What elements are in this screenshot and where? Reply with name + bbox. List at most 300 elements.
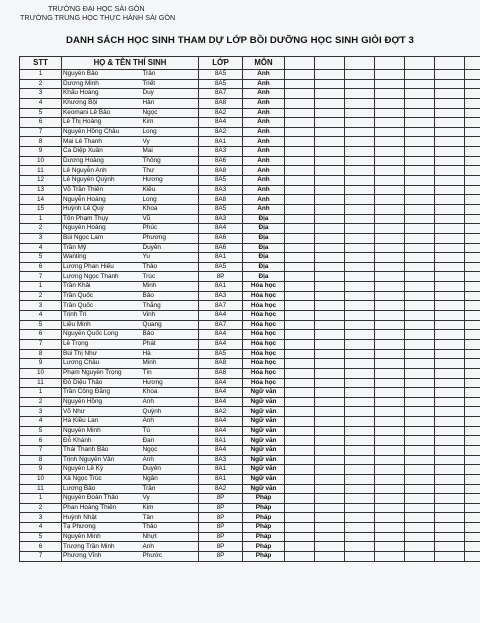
surname-cell: Võ Như bbox=[62, 407, 142, 417]
table-row bbox=[20, 513, 480, 523]
blank-cell bbox=[315, 455, 345, 465]
table-row bbox=[20, 484, 480, 494]
given-name-cell: Phương bbox=[142, 233, 199, 243]
subject-cell: Hóa học bbox=[243, 291, 285, 301]
subject-cell: Anh bbox=[243, 89, 285, 99]
stt-cell: 4 bbox=[20, 243, 62, 253]
blank-cell bbox=[465, 127, 480, 137]
blank-cell bbox=[285, 127, 315, 137]
class-cell: 8A4 bbox=[199, 388, 243, 398]
blank-cell bbox=[465, 79, 480, 89]
stt-cell: 10 bbox=[20, 156, 62, 166]
blank-cell bbox=[405, 368, 435, 378]
blank-cell bbox=[465, 455, 480, 465]
blank-cell bbox=[405, 291, 435, 301]
blank-cell bbox=[435, 445, 465, 455]
subject-cell: Anh bbox=[243, 147, 285, 157]
given-name-cell: Thảo bbox=[142, 262, 199, 272]
stt-cell: 8 bbox=[20, 349, 62, 359]
blank-cell bbox=[465, 426, 480, 436]
stt-cell: 11 bbox=[20, 484, 62, 494]
table-row bbox=[20, 118, 480, 128]
surname-cell: Nguyễn Hoàng bbox=[62, 195, 142, 205]
blank-cell bbox=[405, 523, 435, 533]
blank-cell bbox=[315, 89, 345, 99]
surname-cell: Trần Khải bbox=[62, 282, 142, 292]
table-row bbox=[20, 282, 480, 292]
class-cell: 8P bbox=[199, 494, 243, 504]
given-name-cell: Minh bbox=[142, 359, 199, 369]
blank-cell bbox=[465, 147, 480, 157]
blank-cell bbox=[315, 503, 345, 513]
blank-cell bbox=[465, 465, 480, 475]
surname-cell: Khương Bội bbox=[62, 98, 142, 108]
surname-cell: Tạ Phương bbox=[62, 523, 142, 533]
given-name-cell: Ngân bbox=[142, 474, 199, 484]
class-cell: 8A7 bbox=[199, 301, 243, 311]
class-cell: 8A5 bbox=[199, 349, 243, 359]
blank-cell bbox=[405, 118, 435, 128]
surname-cell: Lê Nguyễn Anh bbox=[62, 166, 142, 176]
blank-cell bbox=[405, 243, 435, 253]
subject-cell: Hóa học bbox=[243, 301, 285, 311]
blank-cell bbox=[285, 118, 315, 128]
subject-cell: Hóa học bbox=[243, 311, 285, 321]
blank-cell bbox=[465, 417, 480, 427]
table-row bbox=[20, 445, 480, 455]
blank-cell bbox=[375, 195, 405, 205]
blank-cell bbox=[405, 98, 435, 108]
subject-cell: Hóa học bbox=[243, 378, 285, 388]
table-row bbox=[20, 436, 480, 446]
blank-cell bbox=[405, 262, 435, 272]
blank-cell bbox=[315, 484, 345, 494]
blank-cell bbox=[285, 204, 315, 214]
blank-cell bbox=[405, 137, 435, 147]
given-name-cell: Ngọc bbox=[142, 108, 199, 118]
blank-cell bbox=[435, 552, 465, 562]
blank-cell bbox=[465, 243, 480, 253]
blank-cell bbox=[345, 79, 375, 89]
subject-cell: Anh bbox=[243, 156, 285, 166]
stt-cell: 6 bbox=[20, 262, 62, 272]
given-name-cell: Tín bbox=[142, 368, 199, 378]
blank-cell bbox=[465, 282, 480, 292]
blank-cell bbox=[345, 214, 375, 224]
given-name-cell: Anh bbox=[142, 397, 199, 407]
blank-header-cell bbox=[375, 57, 405, 70]
surname-cell: Xà Ngọc Trúc bbox=[62, 474, 142, 484]
class-cell: 8A4 bbox=[199, 224, 243, 234]
table-row bbox=[20, 166, 480, 176]
given-name-cell: Quỳnh bbox=[142, 407, 199, 417]
class-cell: 8P bbox=[199, 503, 243, 513]
table-row bbox=[20, 301, 480, 311]
subject-cell: Pháp bbox=[243, 523, 285, 533]
surname-cell: Ca Diệp Xuân bbox=[62, 147, 142, 157]
subject-cell: Ngữ văn bbox=[243, 465, 285, 475]
blank-cell bbox=[375, 359, 405, 369]
class-cell: 8A5 bbox=[199, 70, 243, 80]
table-row bbox=[20, 291, 480, 301]
blank-cell bbox=[405, 503, 435, 513]
class-cell: 8A6 bbox=[199, 156, 243, 166]
given-name-cell: Kim bbox=[142, 503, 199, 513]
stt-cell: 7 bbox=[20, 445, 62, 455]
surname-cell: Bùi Ngọc Lam bbox=[62, 233, 142, 243]
blank-cell bbox=[285, 532, 315, 542]
surname-cell: Nguyễn Bảo bbox=[62, 70, 142, 80]
blank-cell bbox=[435, 253, 465, 263]
class-cell: 8A6 bbox=[199, 243, 243, 253]
subject-cell: Anh bbox=[243, 108, 285, 118]
blank-cell bbox=[405, 156, 435, 166]
blank-cell bbox=[375, 552, 405, 562]
blank-cell bbox=[375, 407, 405, 417]
blank-cell bbox=[345, 118, 375, 128]
blank-cell bbox=[465, 552, 480, 562]
blank-cell bbox=[465, 503, 480, 513]
given-name-cell: Nhựt bbox=[142, 532, 199, 542]
table-row bbox=[20, 89, 480, 99]
blank-cell bbox=[405, 484, 435, 494]
surname-cell: Lương Ngọc Thanh bbox=[62, 272, 142, 282]
subject-cell: Địa bbox=[243, 214, 285, 224]
blank-cell bbox=[405, 233, 435, 243]
blank-cell bbox=[405, 349, 435, 359]
subject-cell: Địa bbox=[243, 243, 285, 253]
given-name-cell: Thư bbox=[142, 166, 199, 176]
blank-cell bbox=[435, 311, 465, 321]
blank-cell bbox=[315, 98, 345, 108]
class-cell: 8P bbox=[199, 552, 243, 562]
surname-cell: Dương Minh bbox=[62, 79, 142, 89]
blank-header-cell bbox=[345, 57, 375, 70]
blank-cell bbox=[285, 147, 315, 157]
stt-cell: 3 bbox=[20, 233, 62, 243]
blank-cell bbox=[465, 176, 480, 186]
blank-cell bbox=[345, 204, 375, 214]
class-cell: 8A4 bbox=[199, 397, 243, 407]
subject-cell: Ngữ văn bbox=[243, 445, 285, 455]
blank-cell bbox=[435, 243, 465, 253]
class-cell: 8A4 bbox=[199, 417, 243, 427]
class-cell: 8A4 bbox=[199, 311, 243, 321]
given-name-cell: Anh bbox=[142, 542, 199, 552]
blank-cell bbox=[285, 484, 315, 494]
blank-cell bbox=[285, 137, 315, 147]
blank-cell bbox=[465, 388, 480, 398]
blank-cell bbox=[345, 494, 375, 504]
surname-cell: Nguyễn Quốc Long bbox=[62, 330, 142, 340]
blank-cell bbox=[315, 224, 345, 234]
surname-cell: Lương Phan Hiếu bbox=[62, 262, 142, 272]
stt-cell: 1 bbox=[20, 388, 62, 398]
blank-cell bbox=[465, 204, 480, 214]
table-row bbox=[20, 359, 480, 369]
blank-cell bbox=[375, 214, 405, 224]
blank-cell bbox=[315, 166, 345, 176]
table-row bbox=[20, 417, 480, 427]
table-row bbox=[20, 214, 480, 224]
blank-cell bbox=[405, 455, 435, 465]
blank-cell bbox=[375, 436, 405, 446]
blank-cell bbox=[405, 195, 435, 205]
stt-cell: 4 bbox=[20, 311, 62, 321]
blank-cell bbox=[435, 89, 465, 99]
given-name-cell: Trúc bbox=[142, 272, 199, 282]
blank-cell bbox=[315, 445, 345, 455]
given-name-cell: Trân bbox=[142, 484, 199, 494]
subject-cell: Địa bbox=[243, 233, 285, 243]
blank-cell bbox=[435, 301, 465, 311]
blank-cell bbox=[315, 301, 345, 311]
blank-cell bbox=[315, 137, 345, 147]
stt-cell: 9 bbox=[20, 359, 62, 369]
stt-cell: 4 bbox=[20, 417, 62, 427]
surname-cell: Huỳnh Nhật bbox=[62, 513, 142, 523]
class-cell: 8A2 bbox=[199, 407, 243, 417]
blank-cell bbox=[465, 484, 480, 494]
blank-cell bbox=[435, 378, 465, 388]
surname-cell: Phương Vĩnh bbox=[62, 552, 142, 562]
table-row bbox=[20, 70, 480, 80]
table-row bbox=[20, 204, 480, 214]
blank-cell bbox=[435, 349, 465, 359]
subject-cell: Hóa học bbox=[243, 339, 285, 349]
surname-cell: Trịnh Nguyễn Vân bbox=[62, 455, 142, 465]
blank-cell bbox=[405, 89, 435, 99]
blank-cell bbox=[465, 368, 480, 378]
stt-cell: 5 bbox=[20, 320, 62, 330]
blank-cell bbox=[435, 542, 465, 552]
blank-cell bbox=[435, 156, 465, 166]
blank-cell bbox=[285, 542, 315, 552]
table-row bbox=[20, 552, 480, 562]
blank-header-cell bbox=[285, 57, 315, 70]
given-name-cell: Bảo bbox=[142, 291, 199, 301]
given-name-cell: Anh bbox=[142, 455, 199, 465]
class-cell: 8A3 bbox=[199, 455, 243, 465]
blank-cell bbox=[285, 311, 315, 321]
blank-cell bbox=[345, 552, 375, 562]
blank-cell bbox=[375, 349, 405, 359]
subject-cell: Pháp bbox=[243, 503, 285, 513]
table-row bbox=[20, 339, 480, 349]
table-row bbox=[20, 253, 480, 263]
blank-cell bbox=[285, 176, 315, 186]
table-row bbox=[20, 397, 480, 407]
table-row bbox=[20, 127, 480, 137]
blank-cell bbox=[315, 552, 345, 562]
given-name-cell: Hân bbox=[142, 98, 199, 108]
blank-cell bbox=[285, 108, 315, 118]
blank-cell bbox=[345, 320, 375, 330]
table-row bbox=[20, 474, 480, 484]
blank-cell bbox=[375, 79, 405, 89]
blank-cell bbox=[345, 542, 375, 552]
blank-cell bbox=[435, 339, 465, 349]
blank-cell bbox=[465, 349, 480, 359]
blank-cell bbox=[285, 233, 315, 243]
blank-cell bbox=[345, 388, 375, 398]
table-row bbox=[20, 542, 480, 552]
page-title: DANH SÁCH HỌC SINH THAM DỰ LỚP BỒI DƯỠNG HỌC SINH GIỎI ĐỢT 3 bbox=[66, 35, 414, 46]
class-cell: 8A2 bbox=[199, 108, 243, 118]
blank-cell bbox=[435, 513, 465, 523]
stt-cell: 8 bbox=[20, 137, 62, 147]
blank-cell bbox=[375, 98, 405, 108]
blank-cell bbox=[435, 224, 465, 234]
blank-cell bbox=[435, 436, 465, 446]
blank-cell bbox=[315, 368, 345, 378]
class-cell: 8A5 bbox=[199, 79, 243, 89]
blank-cell bbox=[345, 176, 375, 186]
stt-cell: 3 bbox=[20, 407, 62, 417]
blank-cell bbox=[405, 339, 435, 349]
blank-cell bbox=[315, 282, 345, 292]
blank-cell bbox=[405, 147, 435, 157]
blank-cell bbox=[285, 89, 315, 99]
class-cell: 8A3 bbox=[199, 214, 243, 224]
blank-cell bbox=[405, 542, 435, 552]
blank-cell bbox=[435, 272, 465, 282]
subject-cell: Địa bbox=[243, 262, 285, 272]
blank-cell bbox=[345, 233, 375, 243]
subject-cell: Địa bbox=[243, 224, 285, 234]
stt-cell: 1 bbox=[20, 214, 62, 224]
blank-cell bbox=[405, 108, 435, 118]
blank-cell bbox=[375, 253, 405, 263]
stt-cell: 7 bbox=[20, 272, 62, 282]
stt-cell: 10 bbox=[20, 368, 62, 378]
table-row bbox=[20, 503, 480, 513]
blank-cell bbox=[435, 185, 465, 195]
blank-cell bbox=[375, 166, 405, 176]
blank-cell bbox=[345, 70, 375, 80]
blank-cell bbox=[285, 195, 315, 205]
blank-cell bbox=[345, 137, 375, 147]
blank-cell bbox=[435, 426, 465, 436]
surname-cell: Phan Hoàng Thiên bbox=[62, 503, 142, 513]
blank-cell bbox=[465, 474, 480, 484]
blank-cell bbox=[285, 494, 315, 504]
blank-cell bbox=[465, 272, 480, 282]
blank-cell bbox=[345, 311, 375, 321]
blank-cell bbox=[375, 378, 405, 388]
blank-cell bbox=[285, 98, 315, 108]
surname-cell: Lương Bảo bbox=[62, 484, 142, 494]
table-row bbox=[20, 156, 480, 166]
blank-cell bbox=[435, 320, 465, 330]
blank-cell bbox=[315, 426, 345, 436]
stt-cell: 4 bbox=[20, 523, 62, 533]
blank-cell bbox=[345, 282, 375, 292]
blank-cell bbox=[465, 98, 480, 108]
blank-cell bbox=[285, 301, 315, 311]
blank-cell bbox=[375, 474, 405, 484]
table-row bbox=[20, 388, 480, 398]
blank-cell bbox=[465, 436, 480, 446]
blank-cell bbox=[405, 513, 435, 523]
blank-cell bbox=[345, 166, 375, 176]
blank-cell bbox=[345, 368, 375, 378]
blank-cell bbox=[315, 176, 345, 186]
blank-cell bbox=[465, 137, 480, 147]
blank-cell bbox=[285, 474, 315, 484]
blank-cell bbox=[465, 118, 480, 128]
blank-cell bbox=[345, 291, 375, 301]
blank-cell bbox=[315, 79, 345, 89]
blank-cell bbox=[345, 349, 375, 359]
surname-cell: Phạm Nguyễn Trọng bbox=[62, 368, 142, 378]
blank-cell bbox=[345, 89, 375, 99]
subject-cell: Ngữ văn bbox=[243, 455, 285, 465]
table-body bbox=[20, 70, 480, 562]
table-header-row bbox=[20, 57, 480, 70]
blank-cell bbox=[465, 445, 480, 455]
blank-cell bbox=[465, 291, 480, 301]
subject-cell: Hóa học bbox=[243, 368, 285, 378]
given-name-cell: Đan bbox=[142, 436, 199, 446]
class-cell: 8P bbox=[199, 513, 243, 523]
blank-cell bbox=[405, 388, 435, 398]
blank-cell bbox=[375, 397, 405, 407]
blank-cell bbox=[345, 224, 375, 234]
blank-cell bbox=[315, 233, 345, 243]
class-cell: 8A6 bbox=[199, 233, 243, 243]
blank-cell bbox=[285, 359, 315, 369]
stt-cell: 11 bbox=[20, 166, 62, 176]
class-cell: 8P bbox=[199, 272, 243, 282]
surname-cell: Nguyễn Minh bbox=[62, 532, 142, 542]
blank-cell bbox=[285, 79, 315, 89]
blank-cell bbox=[315, 388, 345, 398]
table-row bbox=[20, 185, 480, 195]
subject-cell: Ngữ văn bbox=[243, 484, 285, 494]
blank-cell bbox=[285, 465, 315, 475]
surname-cell: Thái Thanh Bảo bbox=[62, 445, 142, 455]
blank-cell bbox=[345, 127, 375, 137]
blank-cell bbox=[435, 484, 465, 494]
blank-cell bbox=[375, 445, 405, 455]
surname-cell: Lê Nguyễn Quỳnh bbox=[62, 176, 142, 186]
blank-header-cell bbox=[315, 57, 345, 70]
subject-cell: Ngữ văn bbox=[243, 436, 285, 446]
blank-cell bbox=[375, 523, 405, 533]
blank-cell bbox=[435, 98, 465, 108]
class-cell: 8A1 bbox=[199, 465, 243, 475]
table-row bbox=[20, 262, 480, 272]
table-row bbox=[20, 137, 480, 147]
class-cell: 8P bbox=[199, 523, 243, 533]
stt-cell: 9 bbox=[20, 147, 62, 157]
col-header-class: LỚP bbox=[199, 57, 243, 70]
subject-cell: Ngữ văn bbox=[243, 388, 285, 398]
subject-cell: Anh bbox=[243, 137, 285, 147]
given-name-cell: Vy bbox=[142, 494, 199, 504]
blank-cell bbox=[435, 79, 465, 89]
surname-cell: Huỳnh Lê Quý bbox=[62, 204, 142, 214]
blank-cell bbox=[405, 301, 435, 311]
blank-cell bbox=[375, 243, 405, 253]
blank-cell bbox=[435, 455, 465, 465]
given-name-cell: Tú bbox=[142, 426, 199, 436]
surname-cell: Nguyễn Minh bbox=[62, 426, 142, 436]
blank-cell bbox=[375, 291, 405, 301]
table-row bbox=[20, 79, 480, 89]
blank-cell bbox=[405, 465, 435, 475]
